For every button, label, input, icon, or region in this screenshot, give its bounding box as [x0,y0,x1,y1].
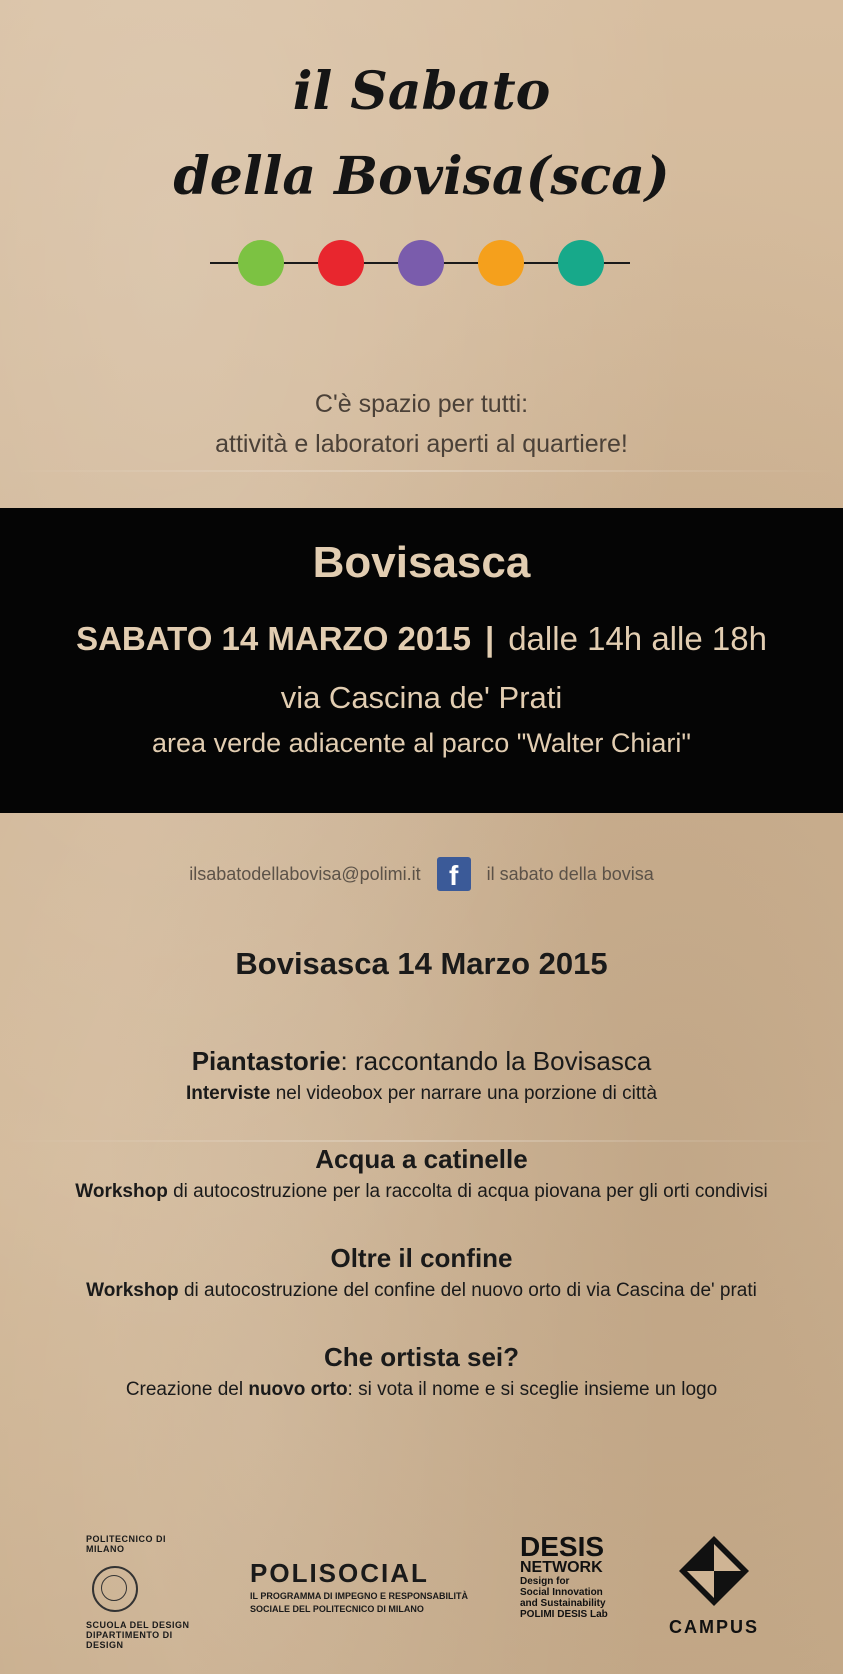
campus-logo [664,1534,764,1638]
dot-red [318,240,364,286]
activity-item [0,1046,843,1105]
desis-line4: Social Innovation [520,1587,603,1598]
polimi-department: DIPARTIMENTO DI DESIGN [86,1630,173,1650]
activity-item [0,1342,843,1401]
date-separator: | [484,620,495,657]
polimi-name: POLITECNICO DI MILANO [86,1534,167,1554]
activity-heading [0,1243,843,1274]
facebook-page-name[interactable]: il sabato della bovisa [486,863,654,884]
desis-network: NETWORK [520,1559,603,1576]
dot-green [238,240,284,286]
event-info-band [0,508,843,813]
activity-item [0,1243,843,1302]
activity-item [0,1144,843,1203]
activity-name-suffix: : raccontando la Bovisasca [340,1046,652,1076]
event-venue: via Cascina de' Prati [280,680,563,715]
polimi-school: SCUOLA DEL DESIGN [86,1620,190,1630]
event-date: SABATO 14 MARZO 2015 [76,620,471,657]
desis-name: DESIS [520,1531,605,1562]
sponsor-logos [0,1530,843,1650]
desis-line6: POLIMI DESIS Lab [520,1609,608,1620]
activity-desc-bold: Workshop [86,1280,179,1301]
polimi-seal-icon [92,1566,138,1612]
activity-name: Acqua a catinelle [315,1144,528,1174]
activity-desc-rest: di autocostruzione del confine del nuovo orto di via Cascina de' prati [178,1280,757,1301]
activity-desc-rest: di autocostruzione per la raccolta di acqua piovana per gli orti condivisi [167,1181,768,1202]
tagline-line2: attività e laboratori aperti al quartiere! [215,430,628,458]
activity-desc-rest: nel videobox per narrare una porzione di città [270,1083,658,1104]
activity-description [0,1379,843,1401]
color-dots-divider [210,238,630,288]
activity-heading [0,1342,843,1373]
campus-mark-icon [677,1534,751,1608]
tagline-line1: C'è spazio per tutti: [314,390,529,418]
activity-name: Oltre il confine [330,1243,513,1273]
facebook-icon[interactable]: f [437,857,471,891]
dot-orange [478,240,524,286]
activity-desc-bold: Interviste [185,1083,271,1104]
polimi-logo [86,1534,206,1650]
desis-line3: Design for [520,1576,570,1587]
event-title: Bovisasca [312,538,531,587]
desis-logo [520,1531,630,1620]
activity-desc-bold: nuovo orto [248,1379,348,1400]
event-series-title-line1: il Sabato [292,61,551,122]
polisocial-tagline-1: IL PROGRAMMA DI IMPEGNO E RESPONSABILITÀ [250,1591,469,1601]
activity-heading [0,1144,843,1175]
program-title: Bovisasca 14 Marzo 2015 [235,946,608,981]
activity-description [0,1280,843,1302]
event-time: dalle 14h alle 18h [508,620,767,657]
polisocial-logo [250,1558,470,1615]
contact-email[interactable]: ilsabatodellabovisa@polimi.it [189,863,421,884]
activity-desc-pre: Creazione del [125,1379,249,1400]
event-date-row [0,620,843,658]
dot-purple [398,240,444,286]
activity-name: Che ortista sei? [323,1342,520,1372]
dot-teal [558,240,604,286]
desis-line5: and Sustainability [520,1598,606,1609]
event-venue-description: area verde adiacente al parco "Walter Chiari" [152,728,691,758]
activity-desc-bold: Workshop [75,1181,168,1202]
event-series-title-line2: della Bovisa(sca) [173,146,670,207]
activity-desc-rest: : si vota il nome e si sceglie insieme un logo [347,1379,718,1400]
contact-row [0,854,843,894]
polisocial-name: POLISOCIAL [250,1558,429,1588]
activity-heading [0,1046,843,1077]
campus-label: CAMPUS [668,1617,759,1637]
activity-description [0,1181,843,1203]
activity-description [0,1083,843,1105]
activity-name: Piantastorie [191,1046,341,1076]
polisocial-tagline-2: SOCIALE DEL POLITECNICO DI MILANO [250,1604,424,1614]
